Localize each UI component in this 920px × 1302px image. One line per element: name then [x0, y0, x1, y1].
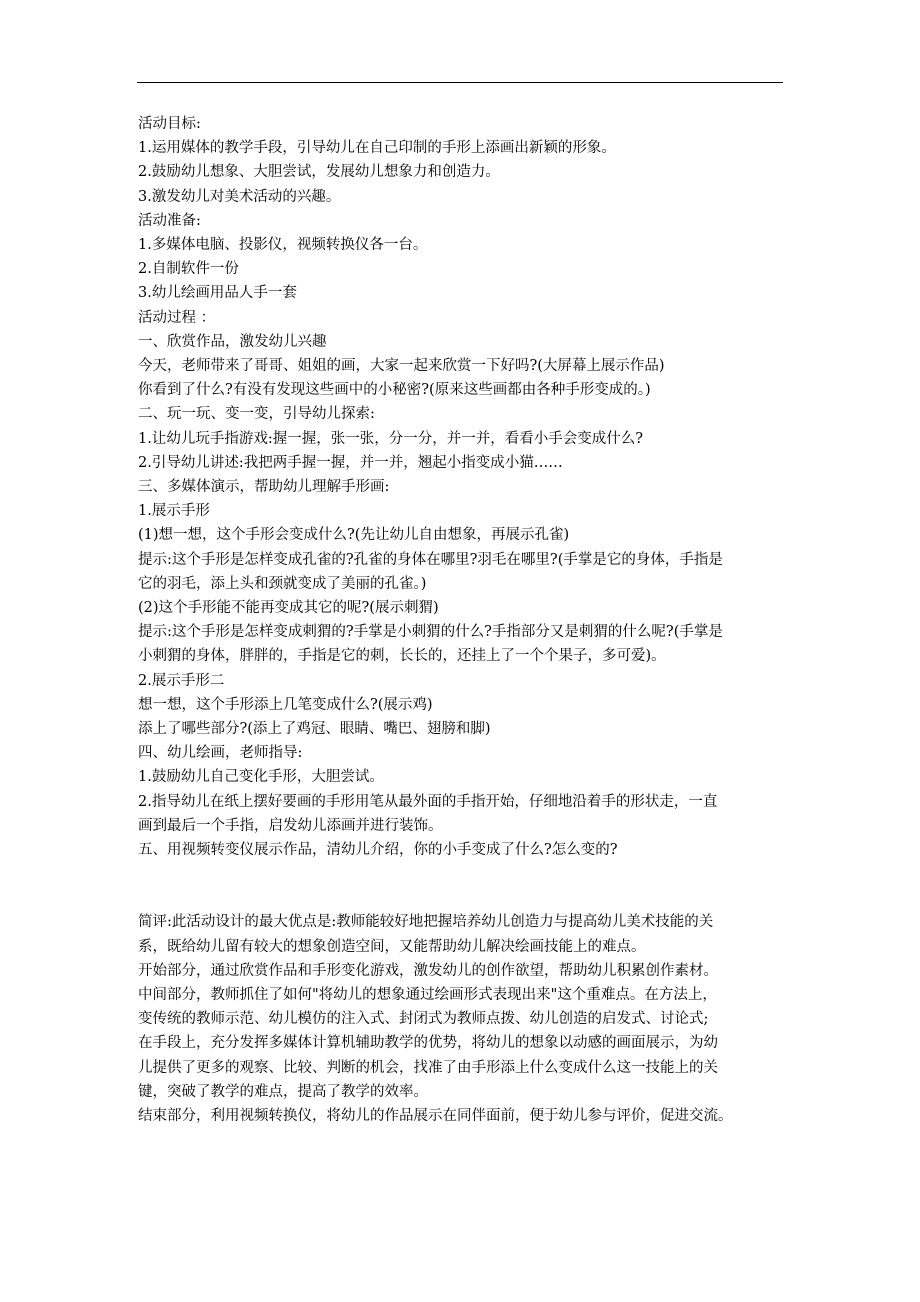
section-spacer: [138, 862, 790, 910]
text-line: 活动准备:: [138, 212, 201, 229]
text-line: 2.引导幼儿讲述:我把两手握一握，并一并，翘起小指变成小猫……: [138, 454, 563, 471]
text-line: 五、用视频转变仪展示作品，清幼儿介绍，你的小手变成了什么?怎么变的?: [138, 842, 618, 859]
document-body: [138, 112, 790, 1128]
text-line: 一、欣赏作品，激发幼儿兴趣: [138, 333, 327, 350]
text-line: 它的羽毛，添上头和颈就变成了美丽的孔雀。): [138, 575, 427, 592]
text-line: 中间部分，教师抓住了如何"将幼儿的想象通过绘画形式表现出来"这个重难点。在方法上，: [138, 986, 717, 1003]
text-line: 儿提供了更多的观察、比较、判断的机会，找准了由手形添上什么变成什么这一技能上的关: [138, 1059, 718, 1076]
text-line: 小刺猬的身体，胖胖的，手指是它的刺，长长的，还挂上了一个个果子，多可爱)。: [138, 648, 666, 665]
text-line: 四、幼儿绘画，老师指导:: [138, 745, 303, 762]
text-line: 1.让幼儿玩手指游戏:握一握，张一张，分一分，并一并，看看小手会变成什么?: [138, 430, 643, 447]
text-line: 2.指导幼儿在纸上摆好要画的手形用笔从最外面的手指开始，仔细地沿着手的形状走，一直: [138, 793, 718, 810]
text-line: 键，突破了教学的难点，提高了教学的效率。: [138, 1083, 428, 1100]
text-line: 1.多媒体电脑、投影仪，视频转换仪各一台。: [138, 237, 428, 254]
text-line: 3.激发幼儿对美术活动的兴趣。: [138, 188, 341, 205]
text-line: 想一想，这个手形添上几笔变成什么?(展示鸡): [138, 696, 433, 713]
text-line: 三、多媒体演示，帮助幼儿理解手形画:: [138, 479, 390, 496]
text-line: 添上了哪些部分?(添上了鸡冠、眼睛、嘴巴、翅膀和脚): [138, 721, 491, 738]
text-line: 1.展示手形: [138, 503, 210, 520]
text-line: 今天，老师带来了哥哥、姐姐的画，大家一起来欣赏一下好吗?(大屏幕上展示作品): [138, 358, 665, 375]
text-line: 2.鼓励幼儿想象、大胆尝试，发展幼儿想象力和创造力。: [138, 164, 500, 181]
text-line: 简评:此活动设计的最大优点是:教师能较好地把握培养幼儿创造力与提高幼儿美术技能的关: [138, 914, 714, 931]
text-line: 结束部分，利用视频转换仪，将幼儿的作品展示在同伴面前，便于幼儿参与评价，促进交流。: [138, 1107, 733, 1124]
activity-plan-section: [138, 112, 790, 862]
text-line: 1.鼓励幼儿自己变化手形，大胆尝试。: [138, 769, 384, 786]
text-line: 活动目标:: [138, 116, 201, 132]
text-line: 你看到了什么?有没有发现这些画中的小秘密?(原来这些画都由各种手形变成的。): [138, 382, 651, 399]
text-line: 系，既给幼儿留有较大的想象创造空间，又能帮助幼儿解决绘画技能上的难点。: [138, 938, 646, 955]
commentary-section: [138, 910, 790, 1128]
text-line: (1)想一想，这个手形会变成什么?(先让幼儿自由想象，再展示孔雀): [138, 527, 570, 544]
text-line: 变传统的教师示范、幼儿模仿的注入式、封闭式为教师点拨、幼儿创造的启发式、讨论式;: [138, 1011, 709, 1028]
text-line: 3.幼儿绘画用品人手一套: [138, 285, 297, 302]
text-line: 2.展示手形二: [138, 672, 225, 689]
text-line: 画到最后一个手指，启发幼儿添画并进行装饰。: [138, 817, 443, 834]
text-line: 在手段上，充分发挥多媒体计算机辅助教学的优势，将幼儿的想象以动感的画面展示，为幼: [138, 1035, 718, 1052]
text-line: 开始部分，通过欣赏作品和手形变化游戏，激发幼儿的创作欲望，帮助幼儿积累创作素材。: [138, 962, 718, 979]
text-line: 提示:这个手形是怎样变成孔雀的?孔雀的身体在哪里?羽毛在哪里?(手掌是它的身体，手指是: [138, 551, 723, 568]
text-line: 活动过程 ：: [138, 309, 216, 326]
text-line: 2.自制软件一份: [138, 261, 239, 278]
text-line: 1.运用媒体的教学手段，引导幼儿在自己印制的手形上添画出新颖的形象。: [138, 140, 616, 157]
text-line: (2)这个手形能不能再变成其它的呢?(展示刺猬): [138, 600, 439, 617]
text-line: 二、玩一玩、变一变，引导幼儿探索:: [138, 406, 375, 423]
text-line: 提示:这个手形是怎样变成刺猬的?手掌是小刺猬的什么?手指部分又是刺猬的什么呢?(手掌是: [138, 624, 723, 641]
header-rule: [137, 82, 783, 83]
